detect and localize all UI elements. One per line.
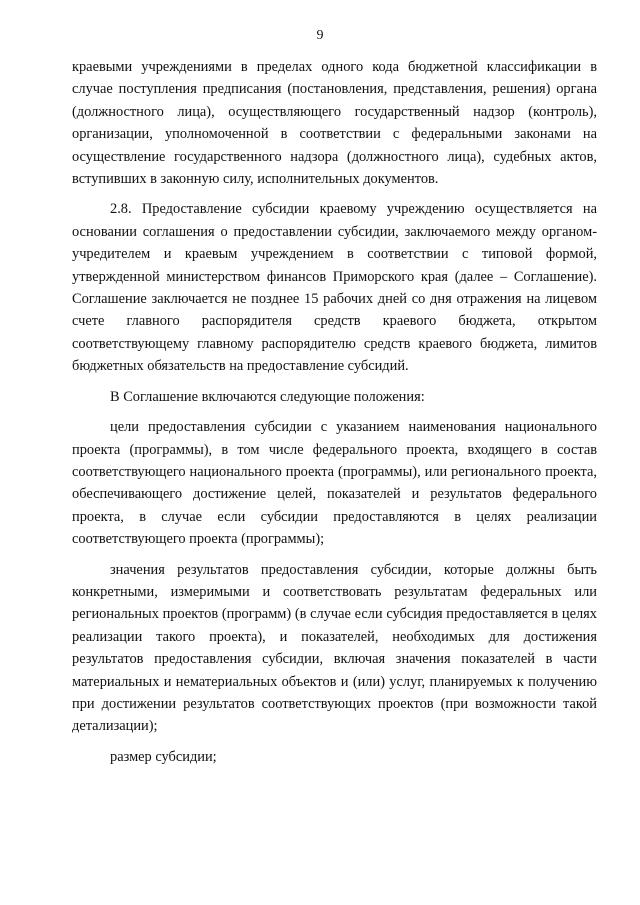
paragraph-agreement-intro: В Соглашение включаются следующие положения: [110,388,425,405]
paragraph-results: значения результатов предоставления субсидии, которые должны быть конкретными, измеримыми и соответствовать результатам федеральных или региональных проектов (программ) (в случае если субсидия предоставляется в целях реализации такого проекта), и показателей, необходимых для достижения результатов предоставления субсидии, включая значения показателей в части материальных и нематериальных объектов и (или) услуг, планируемых к получению при достижении результатов соответствующих проектов (при возможности такой детализации); [72,561,597,735]
page-number: 9 [316,28,324,43]
paragraph-goals: цели предоставления субсидии с указанием наименования национального проекта (программы), в том числе федерального проекта, входящего в состав соответствующего национального проекта (программы), или регионального проекта, обеспечивающего достижение целей, показателей и результатов федерального проекта, в случае если субсидии предоставляются в целях реализации соответствующего проекта (программы); [72,419,597,548]
document-body [72,56,597,768]
paragraph-subsidy-size: размер субсидии; [110,748,217,765]
paragraph-continuation: краевыми учреждениями в пределах одного кода бюджетной классификации в случае поступления предписания (постановления, представления, решения) органа (должностного лица), осуществляющего государственный надзор (контроль), организации, уполномоченной в соответствии с федеральными законами на осуществление государственного надзора (должностного лица), судебных актов, вступивших в законную силу, исполнительных документов. [72,59,597,188]
paragraph-2-8: 2.8. Предоставление субсидии краевому учреждению осуществляется на основании соглашения о предоставлении субсидии, заключаемого между органом-учредителем и краевым учреждением в соответствии с типовой формой, утвержденной министерством финансов Приморского края (далее – Соглашение). Соглашение заключается не позднее 15 рабочих дней со дня отражения на лицевом счете главного распорядителя средств краевого бюджета, открытом соответствующему главному распорядителю средств краевого бюджета, лимитов бюджетных обязательств на предоставление субсидий. [72,201,597,375]
